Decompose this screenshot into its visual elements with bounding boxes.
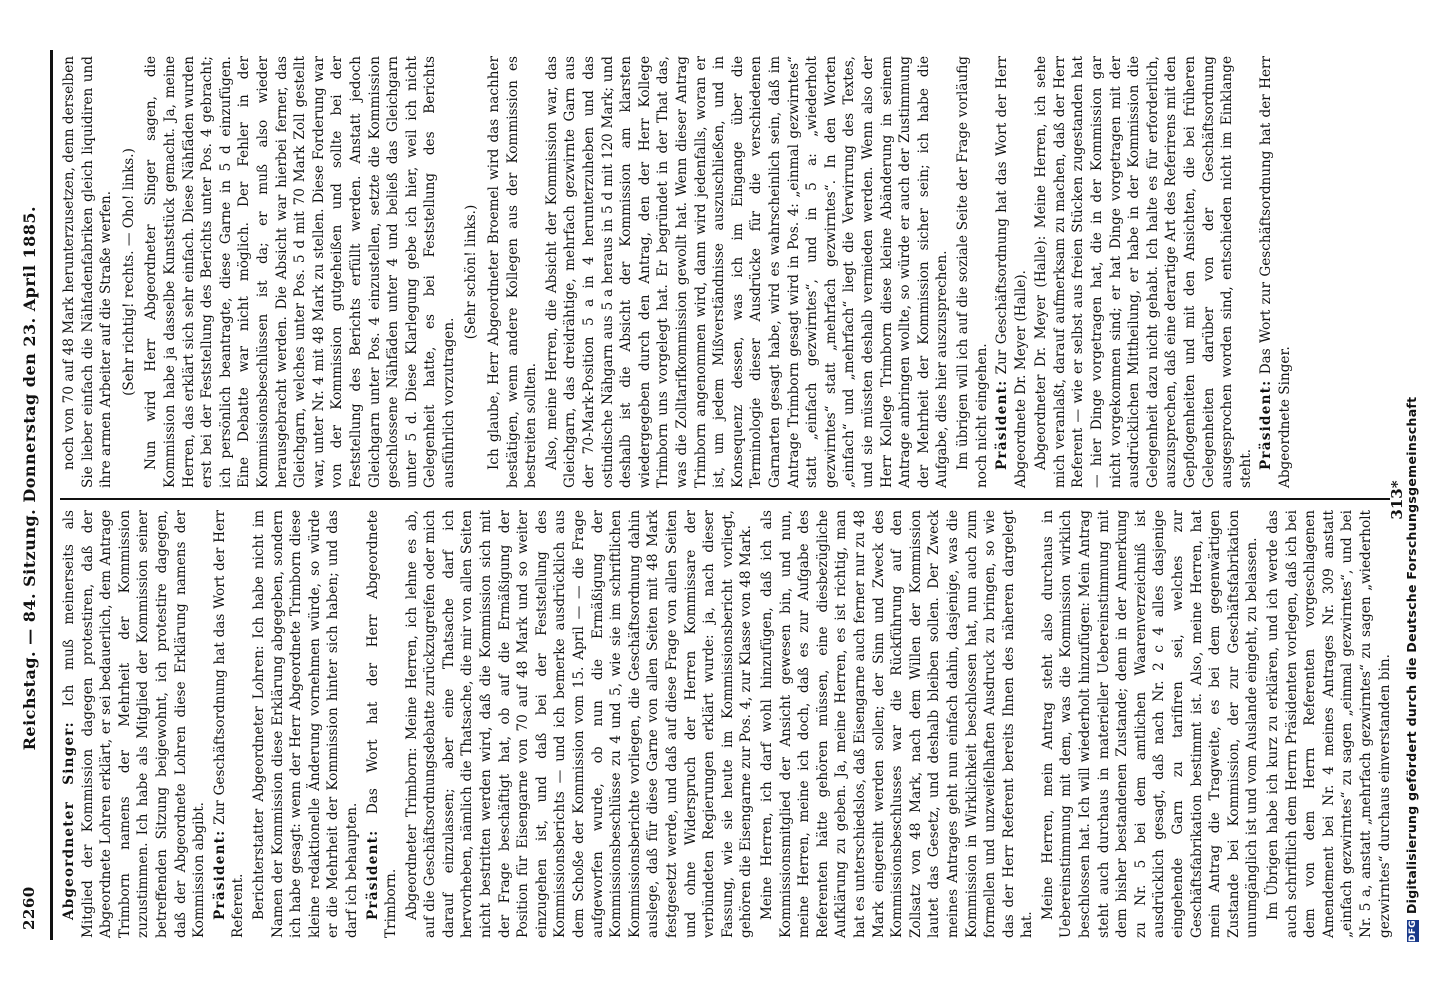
paragraph-text: Nun wird Herr Abgeordneter Singer sagen, die Kommission habe ja dasselbe Kunststück gemacht. Ja, meine Herren, das erklärt sich sehr einfach. Diese Nähfäden wurden erst bei der Feststellung des Berichts unter Pos. 4 gebracht; ich persönlich beantragte, diese Garne in 5 d einzufügen. Eine Debatte war nicht möglich. Der Fehler in der Kommissionsbeschlüssen ist da; er muß also wieder herausgebracht werden. Die Absicht war hierbei ferner, das Gleichgarn, welches unter Pos. 5 d mit 70 Mark Zoll gestellt war, unter Nr. 4 mit 48 Mark zu stellen. Diese Forderung war von der Kommission gutgeheißen und sollte bei der Feststellung des Berichts erfüllt werden. Anstatt jedoch Gleichgarn unter Pos. 4 einzustellen, setzte die Kommission geschlossene Nähfäden unter 4 und beließ das Gleichgarn unter 5 d. Diese Klarlegung gebe ich hier, weil ich nicht Gelegenheit hatte, es bei Feststellung des Berichts ausführlich vorzutragen. [143, 56, 457, 488]
speaker-name: Abgeordneter Singer: [61, 721, 77, 920]
paragraph [142, 56, 458, 488]
paragraph [1257, 56, 1294, 488]
paragraph [993, 56, 1030, 488]
paragraph-text: Berichterstatter Abgeordneter Lohren: Ich habe nicht im Namen der Kommission diese Erklärung abgegeben, sondern ich habe gesagt: wenn der Herr Abgeordnete Trimborn diese kleine redaktionelle Änderung vornehmen würde, so würde er die Mehrheit der Kommission hinter sich haben; und das darf ich behaupten. [250, 510, 360, 938]
speaker-name: Präsident: [364, 829, 381, 920]
page-number: 313* [1388, 480, 1406, 520]
paragraph-text: Ich muß meinerseits als Mitglied der Kommission dagegen protestiren, daß der Abgeordnete Lohren erklärt, er sei bedauerlich, dem Antrage Trimborn namens der Mehrheit der Kommission zuzustimmen. Ich habe als Mitglied der Kommission seiner betreffenden Sitzung beigewohnt, ich protestire dagegen, daß der Abgeordnete Lohren diese Erklärung namens der Kommission abgibt. [61, 509, 208, 938]
stage-direction [120, 56, 139, 488]
paragraph-text: Das Wort hat der Herr Abgeordnete Trimborn. [364, 510, 400, 938]
paragraph [543, 56, 952, 488]
paragraph-text: Ich glaube, Herr Abgeordneter Broemel wird das nachher bestätigen, wenn andere Kollegen aus der Kommission es bestreiten sollten. [486, 56, 540, 488]
paragraph-text: Zur Geschäftsordnung hat das Wort der Herr Referent. [211, 510, 247, 938]
paragraph-text: Im übrigen will ich auf die soziale Seite der Frage vorläufig noch nicht eingehen. [954, 56, 990, 488]
paragraph [250, 510, 362, 938]
right-column [60, 56, 1390, 488]
speaker-name: Präsident: [994, 379, 1011, 470]
paragraph [1039, 510, 1262, 938]
header-rule [50, 50, 53, 940]
stage-direction [462, 56, 481, 488]
paragraph [485, 56, 541, 488]
paragraph-text: Im Übrigen habe ich kurz zu erklären, und ich werde das auch schriftlich dem Herrn Präsidenten vorlegen, daß ich bei dem von dem Herrn Referenten vorgeschlagenen Amendement bei Nr. 4 meines Antrages Nr. 309 anstatt „einfach gezwirntes“ zu sagen „einmal gezwirntes“, und bei Nr. 5 a, anstatt „mehrfach gezwirntes“ zu sagen „wiederholt gezwirntes“ durchaus einverstanden bin. [1265, 510, 1393, 938]
credit-text: Digitalisierung gefördert durch die Deutsche Forschungsgemeinschaft [1404, 396, 1419, 914]
paragraph-text: (Sehr richtig! rechts. — Oho! links.) [120, 148, 137, 396]
paragraph-text: (Sehr schön! links.) [463, 204, 480, 340]
paragraph [954, 56, 991, 488]
paragraph-text: Abgeordneter Dr. Meyer (Halle): Meine Herren, ich sehe mich veranlaßt, darauf aufmerksam zu machen, daß der Herr Referent — wie er selbst aus freien Stücken zugestanden hat — hier Dinge vorgetragen hat, die in der Kommission gar nicht vorgekommen sind; er hat Dinge vorgetragen mit der ausdrücklichen Mittheilung, er habe in der Kommission die Gelegenheit dazu nicht gehabt. Ich halte es für erforderlich, auszusprechen, daß eine derartige Art des Referirens mit den Gepflogenheiten und mit den Ansichten, die bei früheren Gelegenheiten darüber von der Geschäftsordnung ausgesprochen worden sind, entschieden nicht im Einklange steht. [1033, 56, 1254, 488]
paragraph-text: Zur Geschäftsordnung hat das Wort der Herr Abgeordnete Dr. Meyer (Halle). [994, 56, 1029, 488]
paragraph [60, 56, 116, 488]
header-title: Reichstag. — 84. Sitzung. Donnerstag den 23. April 1885. [19, 205, 39, 751]
running-header [12, 70, 46, 930]
digitization-credit [1404, 62, 1419, 942]
paragraph [403, 510, 756, 938]
header-page-number: 2260 [20, 886, 38, 930]
paragraph [364, 510, 401, 938]
paragraph [60, 510, 209, 938]
paragraph-text: noch von 70 auf 48 Mark herunterzusetzen, denn derselben Sie lieber einfach die Nähfadenfabriken gleich liquidiren und ihre armen Arbeiter auf die Straße werfen. [61, 56, 115, 488]
paragraph-text: Das Wort zur Geschäftsordnung hat der Herr Abgeordnete Singer. [1258, 55, 1293, 488]
speaker-name: Präsident: [211, 829, 228, 920]
paragraph [1264, 510, 1394, 938]
paragraph [758, 510, 1037, 938]
paragraph-text: Also, meine Herren, die Absicht der Kommission war, das Gleichgarn, das dreidrähtige, mehrfach gezwirnte Garn aus der 70-Mark-Position 5 a in 4 herunterzuheben und das ostindische Nähgarn aus 5 a heraus in 5 d mit 120 Mark; und deshalb ist die Absicht der Kommission am klarsten wiedergegeben durch den Antrag, den der Herr Kollege Trimborn uns vorgelegt hat. Er begründet in der That das, was die Zolltarifkommission gewollt hat. Wenn dieser Antrag Trimborn angenommen wird, dann wird jedenfalls, woran er ist, um jedem Mißverständnisse auszuschließen, und in Konsequenz dessen, was ich im Eingange über die Terminologie dieser Ausdrücke für die verschiedenen Garnarten gesagt habe, wird es wahrscheinlich sein, daß im Antrage Trimborn gesagt wird in Pos. 4: „einmal gezwirntes“ statt „einfach gezwirntes“, und in 5 a: „wiederholt gezwirntes“ statt „mehrfach gezwirntes“. In den Worten „einfach“ und „mehrfach“ liegt die Verwirrung des Textes, und sie müssten deshalb vermieden werden. Wenn also der Herr Kollege Trimborn diese kleine Abänderung in seinem Antrage anbringen wollte, so würde er auch der Zustimmung der Mehrheit der Kommission sicher sein; ich habe die Aufgabe, dies hier auszusprechen. [543, 56, 951, 488]
paragraph [1032, 56, 1255, 488]
dfg-logo: DFG [1407, 920, 1418, 942]
paragraph-text: Meine Herren, ich darf wohl hinzufügen, daß ich als Kommissionsmitglied der Ansicht gewesen bin, und nun, meine Herren, meine ich doch, daß es zur Aufgabe des Referenten hätte gehören müssen, eine diesbezügliche Aufklärung zu geben. Ja, meine Herren, es ist richtig, man hat es unterschiedslos, daß Eisengarne auch ferner nur zu 48 Mark eingereiht werden sollen; der Sinn und Zweck des Kommissionsbeschlusses war die Rückführung auf den Zollsatz von 48 Mark, nach dem Willen der Kommission lautet das Gesetz, und deshalb bleiben sollen. Der Zweck meines Antrages geht nun einfach dahin, dasjenige, was die Kommission in Wirklichkeit beschlossen hat, nun auch zum formellen und unzweifelhaften Ausdruck zu bringen, so wie das der Herr Referent bereits Ihnen des näheren dargelegt hat. [758, 510, 1036, 938]
speaker-name: Präsident: [1258, 379, 1275, 470]
paragraph-text: Meine Herren, mein Antrag steht also durchaus in Uebereinstimmung mit dem, was die Kommission wirklich beschlossen hat. Ich will wiederholt hinzufügen: Mein Antrag steht auch durchaus in materieller Uebereinstimmung mit dem bisher bestandenen Zustande; denn in der Anmerkung zu Nr. 5 bei dem amtlichen Waarenverzeichniß ist ausdrücklich gesagt, daß nach Nr. 2 c 4 alles dasjenige eingehende Garn zu tarifiren sei, welches zur Geschäftsfabrikation bestimmt ist. Also, meine Herren, hat mein Antrag die Tragweite, es bei dem gegenwärtigen Zustande bei Kommission, der zur Geschäftsfabrikation unumgänglich ist und vom Auslande eingeht, zu belassen. [1039, 510, 1261, 938]
paragraph [211, 510, 248, 938]
column-divider [60, 498, 1390, 500]
paragraph-text: Abgeordneter Trimborn: Meine Herren, ich lehne es ab, auf die Geschäftsordnungsdebatte zurückzugreifen oder mich darauf einzulassen; aber eine Thatsache darf ich hervorheben, nämlich die Thatsache, die mir von allen Seiten nicht bestritten werden wird, daß die Kommission sich mit der Frage beschäftigt hat, ob auf die Ermäßigung der Position für Eisengarne von 70 auf 48 Mark und so weiter einzugehen ist, und daß bei der Feststellung des Kommissionsberichts — und ich bemerke ausdrücklich aus dem Schoße der Kommission vom 15. April — — die Frage aufgeworfen wurde, ob nun die Ermäßigung der Kommissionsbeschlüsse zu 4 und 5, wie sie im schriftlichen Kommissionsberichte vorliegen, die Geschäftsordnung dahin auslege, daß für diese Garne von allen Seiten mit 48 Mark festgesetzt werde, und daß auf diese Frage von allen Seiten und ohne Widerspruch der Herren Kommissare der verbündeten Regierungen erklärt wurde: ja, nach dieser Fassung, wie sie heute im Kommissionsbericht vorliegt, gehören die Eisengarne zur Pos. 4, zur Klasse von 48 Mark. [403, 510, 755, 938]
left-column [60, 509, 1393, 938]
